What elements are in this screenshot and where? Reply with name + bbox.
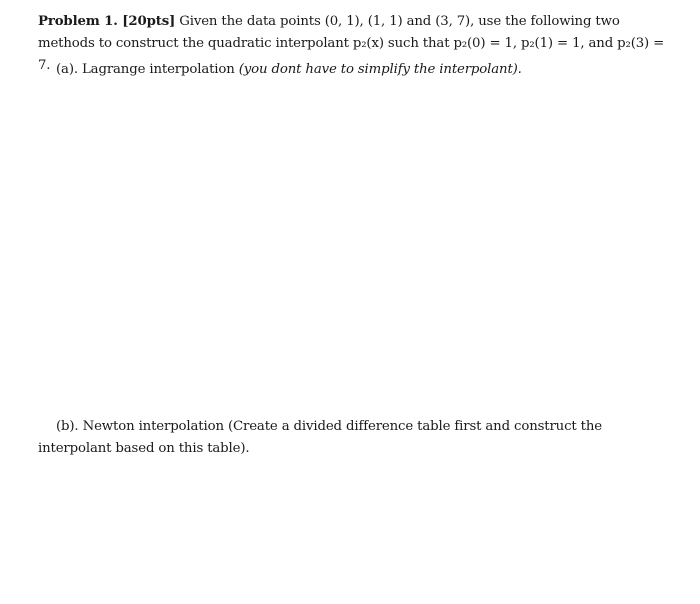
problem-heading: Problem 1. [20pts] (38, 14, 176, 29)
part-b-text: (b). Newton interpolation (Create a divided difference table first and construct the interpolant based on this table). (38, 419, 602, 456)
part-b (38, 416, 678, 460)
part-a-note: (you dont have to simplify the interpolant). (238, 62, 522, 77)
part-a-label: (a). Lagrange interpolation (56, 62, 239, 77)
part-a (56, 59, 676, 81)
problem-text: Given the data points (0, 1), (1, 1) and (3, 7), use the following two methods to construct the quadratic interpolant p₂(x) such that p₂(0) = 1, p₂(1) = 1, and p₂(3) = 7. (38, 14, 665, 73)
